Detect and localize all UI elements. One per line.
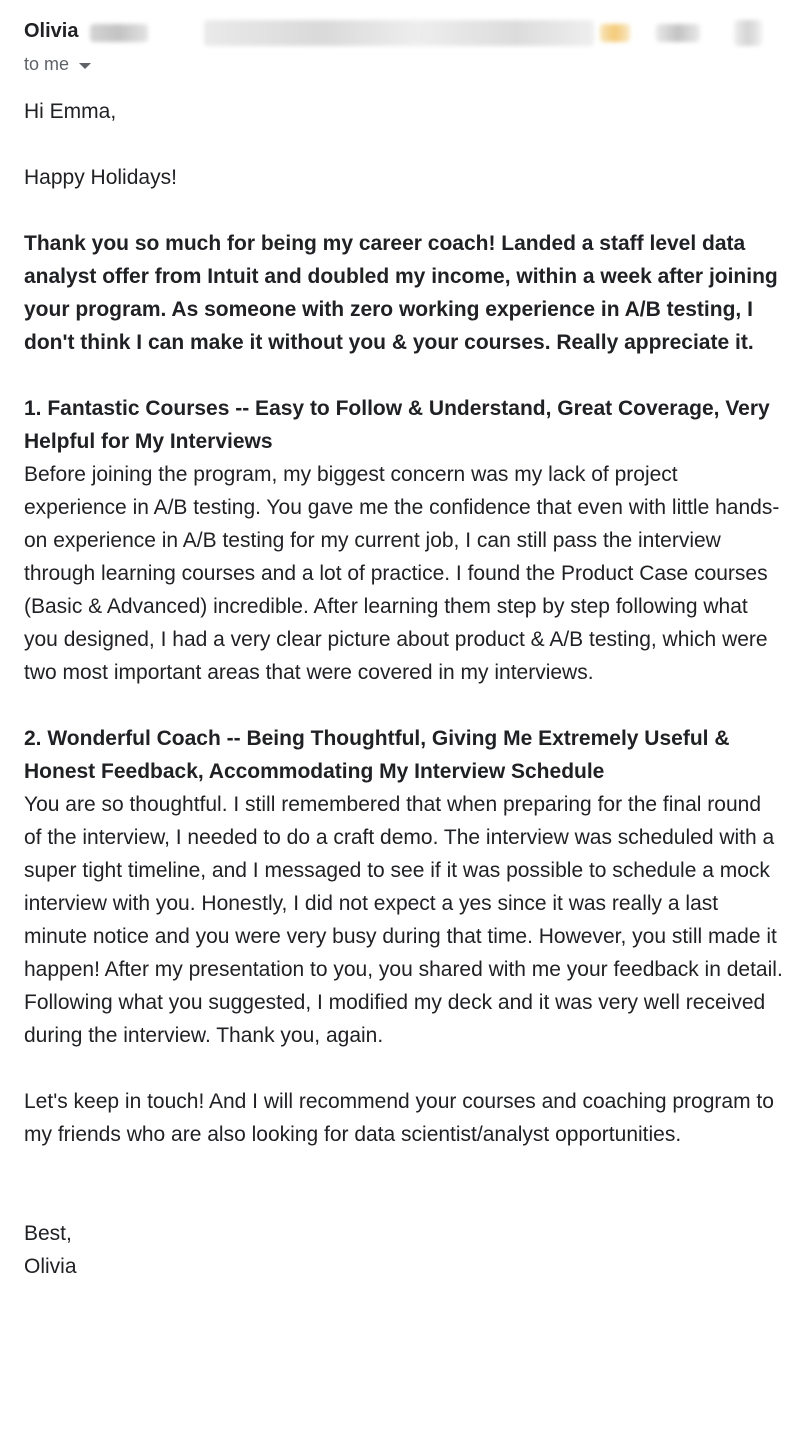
section-1 xyxy=(24,392,784,689)
redacted-sender-email xyxy=(204,20,594,46)
section-1-text: Before joining the program, my biggest concern was my lack of project experience in A/B testing. You gave me the confidence that even with little hands-on experience in A/B testing for my current job, I can still pass the interview through learning courses and a lot of practice. I found the Product Case courses (Basic & Advanced) incredible. After learning them step by step following what you designed, I had a very clear picture about product & A/B testing, which were two most important areas that were covered in my interviews. xyxy=(24,463,780,684)
redacted-star-icon xyxy=(600,24,630,42)
chevron-down-icon[interactable] xyxy=(79,63,91,69)
sender-name[interactable]: Olivia xyxy=(24,20,79,42)
holiday-wishes: Happy Holidays! xyxy=(24,166,177,189)
recipient-label: to me xyxy=(24,54,70,74)
redacted-sender-surname xyxy=(90,24,148,42)
section-2-heading: 2. Wonderful Coach -- Being Thoughtful, Giving Me Extremely Useful & Honest Feedback, Accommodating My Interview Schedule xyxy=(24,727,730,783)
email-message xyxy=(24,0,784,1278)
section-2 xyxy=(24,722,784,1052)
closing-paragraph: Let's keep in touch! And I will recommend your courses and coaching program to my friends who are also looking for data scientist/analyst opportunities. xyxy=(24,1090,774,1146)
section-1-heading: 1. Fantastic Courses -- Easy to Follow & Understand, Great Coverage, Very Helpful for My Interviews xyxy=(24,397,770,453)
email-body xyxy=(24,95,784,1283)
recipient-toggle[interactable] xyxy=(24,54,91,75)
section-2-text: You are so thoughtful. I still remembered that when preparing for the final round of the interview, I needed to do a craft demo. The interview was scheduled with a super tight timeline, and I messaged to see if it was possible to schedule a mock interview with you. Honestly, I did not expect a yes since it was really a last minute notice and you were very busy during that time. However, you still made it happen! After my presentation to you, you shared with me your feedback in detail. Following what you suggested, I modified my deck and it was very well received during the interview. Thank you, again. xyxy=(24,793,783,1047)
signoff-block xyxy=(24,1217,784,1283)
email-header xyxy=(24,0,784,82)
redacted-reply-icon xyxy=(656,24,700,42)
signoff: Best, xyxy=(24,1222,72,1245)
spacer xyxy=(24,1184,784,1217)
intro-paragraph: Thank you so much for being my career coach! Landed a staff level data analyst offer from Intuit and doubled my income, within a week after joining your program. As someone with zero working experience in A/B testing, I don't think I can make it without you & your courses. Really appreciate it. xyxy=(24,232,778,354)
sender-row xyxy=(24,18,784,48)
greeting: Hi Emma, xyxy=(24,100,117,123)
redacted-more-icon xyxy=(734,20,762,46)
signature: Olivia xyxy=(24,1255,77,1278)
